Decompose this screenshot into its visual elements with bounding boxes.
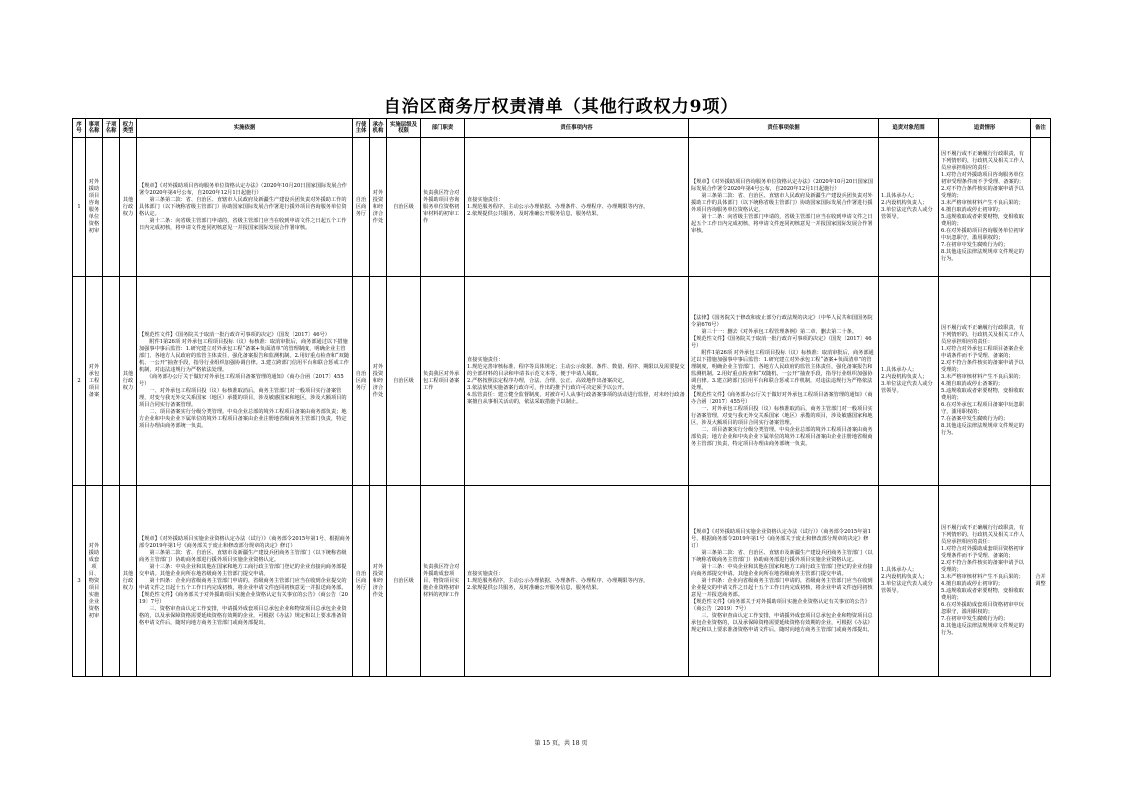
cell-org: 对外投资和经济合作处 [370, 138, 387, 277]
cell-situation: 因不履行或不正确履行行政职责，有下列情形的，行政机关及相关工作人员应承担相应的责任： 1.对符合对外援助项目咨询服务单位初审受理条件而不予受理、备案的； 2.对不符合条件核实的备案申请予以受理的； 3.未严格审核材料产生不良后果的； 4.擅自取消或停止初审的； 5.违规收取或者索要财物，变相收取费用的； 6.在对外援助项目咨询服务单位初审中玩忽职守，滥用职权的； 7.在初审中发生腐败行为的； 8.其他违反法律法规规章文件规定的行为。 [939, 138, 1031, 277]
cell-scope: 1.具体承办人； 2.内设机构负责人； 3.单位法定代表人或分管领导。 [879, 138, 939, 277]
cell-content: 直接实施责任： 1.规范服务程序，主动公示办理依据、办理条件、办理程序、办理期限等内容。 2.依规提供公共服务，及时准确公开服务信息，服务结果。 [465, 138, 689, 277]
cell-scope: 1.具体承办人； 2.内设机构负责人； 3.单位法定代表人或分管领导。 [879, 277, 939, 486]
header-type: 权力类型 [120, 119, 137, 138]
header-name: 事项名称 [86, 119, 103, 138]
cell-remark [1031, 277, 1051, 486]
cell-sub [103, 486, 120, 677]
cell-basis: 【规章】《对外援助项目咨询服务单位资格认定办法》（2020年10月20日国家国际发展合作署令2020年第4号公布，自2020年12月1日起施行） 第三条第二款：省、自治区、直辖市人民政府及新疆生产建设兵团负责对外援助工作的具体部门（以下统称省级主管部门）协助国家国际发展合作署进行援外项目咨询服务单位资格认定。 第十二条：向省级主管部门申请的，省级主管部门应当在收到申请文件之日起五个工作日内完成初核，将申请文件连同初核意见一并报国家国际发展合作署审核。 [137, 138, 353, 277]
cell-content: 直接实施责任： 1.规范服务程序，主动公示办理依据、办理条件、办理程序、办理期限等内容。 2.依规提供公共服务，及时准确公开服务信息，服务结果。 [465, 486, 689, 677]
cell-org: 对外投资和经济合作处 [370, 486, 387, 677]
cell-name: 对外援助成套项目、物资项目实施企业资格初审 [86, 486, 103, 677]
cell-no: 3 [73, 486, 86, 677]
cell-level: 自治区级 [387, 486, 421, 677]
table-row [73, 486, 1051, 677]
header-subject: 行使主体 [353, 119, 370, 138]
cell-dept-duty: 负责我区符合对外援助成套项目、物资项目实施企业资格初审材料的初审工作 [421, 486, 465, 677]
cell-no: 1 [73, 138, 86, 277]
header-basis: 实施依据 [137, 119, 353, 138]
cell-content: 直接实施责任： 1.规范完善审核标准、程序等具体规定；主动公示依据、条件、数量、程序、期限以及需要提交的全部材料的目录和申请书示范文本等，便于申请人阅取。 2.严格按照法定程序办理，合法、合理、公正、高效地作出备案决定。 3.依法依规实施备案行政许可，作出的推予行政许可决定须予以公开。 4.监管责任：建立健全监督制度，对被许可人从事行政备案事项的活动进行监督，对未经行政备案擅自从事相关活动的，依法采取措施予以制止。 [465, 277, 689, 486]
cell-situation: 因不履行或不正确履行行政职责，有下列情形的，行政机关及相关工作人员应承担相应的责任： 1.对符合对外承包工程项目备案企业申请条件而不予受理、备案的； 2.对不符合条件核实的备案申请予以受理的； 3.未严格审核材料产生不良后果的； 4.擅自取消或停止备案的； 5.违规收取或者索要财物，变相收取费用的； 6.在对外承包工程项目备案中玩忽职守，滥用职权的； 7.在备案中发生腐败行为的； 8.其他违反法律法规规章文件规定的行为。 [939, 277, 1031, 486]
cell-name: 对外承包工程项目备案 [86, 277, 103, 486]
cell-org: 对外投资和经济合作处 [370, 277, 387, 486]
header-level: 实施层级及权限 [387, 119, 421, 138]
header-dept-duty: 部门职责 [421, 119, 465, 138]
cell-resp-basis: 【规章】《对外援助项目实施企业资格认定办法（试行）》（商务部令2015年第1号，根据商务部令2019年第1号《商务部关于废止和修改部分规章的决定》修订） 第三条第二款：省、自治区、直辖市及新疆生产建设兵团商务主管部门（以下统称省级商务主管部门）协助商务部进行援外项目实施企业资格认定。 第十三条：中央企业和其他在国家和地方工商行政主管部门登记的企业直接向商务部提交申请。其他企业向所在地省级商务主管部门提交申请。 第十四条：企业向省级商务主管部门申请的，省级商务主管部门应当在收到企业提交的申请文件之日起十五个工作日内完成初核，将企业申请文件连同初核意见一并报送商务部。 【规范性文件】《商务部关于对外援助项目实施企业资格认定有关事宜的公告》（商公告〔2019〕7号） 三、资格审查由认定工作安排，申请援外成套项目总承包企业和物资项目总承包企业资格的，以及承保障资格需要延续资格有效期的企业，可根据《办法》规定和以上要求准备资格申请文件后，随时向地方商务主管部门或商务部提出。 [689, 486, 879, 677]
cell-type: 其他行政权力 [120, 138, 137, 277]
page-footer: 第 15 页，共 18 页 [534, 740, 588, 747]
cell-basis: 【规章】《对外援助项目实施企业资格认定办法（试行）》（商务部令2015年第1号，根据商务部令2019年第1号《商务部关于废止和修改部分规章的决定》修订） 第三条第二款：省、自治区、直辖市及新疆生产建设兵团商务主管部门（以下统称省级商务主管部门）协助商务部进行援外项目实施企业资格认定。 第十三条：中央企业和其他在国家和地方工商行政主管部门登记的企业直接向商务部提交申请。其他企业向所在地省级商务主管部门提交申请。 第十四条：企业向省级商务主管部门申请的，省级商务主管部门应当在收到企业提交的申请文件之日起十五个工作日内完成初核，将企业申请文件连同初核意见一并报送商务部。 【规范性文件】《商务部关于对外援助项目实施企业资格认定有关事宜的公告》（商公告〔2019〕7号） 三、资格审查由认定工作安排，申请援外成套项目总承包企业和物资项目总承包企业资格的，以及承保障资格需要延续资格有效期的企业，可根据《办法》规定和以上要求准备资格申请文件后，随时向地方商务主管部门或商务部提出。 [137, 486, 353, 677]
cell-basis: 【规范性文件】《国务院关于取消一批行政许可事项的决定》（国发〔2017〕46号） 附件1第26项 对外承包工程项目投标（议）标核准：取消审批后，商务部通过以下措施加强事中事后监管：1.研究建立对外承包工程“备案+负面清单”的管理制度，明确企业主管部门、各地方人民政府的监管主体责任，强化备案报告和监测机制。2.用好重点检查和“双随机、一公开”抽查手段，指导行业组织加强协调自律。3.建立跨部门信用平台和联合惩戒工作机制，对违法违规行为严格依法处理。 《商务部办公厅关于做好对外承包工程项目备案管理的通知》（商办合函〔2017〕455号） 一、对外承包工程项目投（议）标核准取消后，商务主管部门对一般项目实行备案管理，对变与我无外交关系国家（地区）承揽的项目，涉及敏感国家和地区，涉及大额项目的项目合同实行备案管理。 二、项目备案实行分级分类管理。中央企业总部的境外工程项目备案由商务部负责；地方企业和中央企业下属单位的境外工程项目备案由企业注册地省级商务主管部门负责，特定项目办理由商务部统一负责。 [137, 277, 353, 486]
cell-resp-basis: 【法律】《国务院关于修改和废止部分行政法规的决定》（中华人民共和国国务院令第676号） 第三十一：删去《对外承包工程管理条例》第二章、删去第二十条。 【规范性文件】《国务院关于取消一批行政许可事项的决定》（国发〔2017〕46号） 附件1第26项 对外承包工程项目投标（议）标核准：取消审批后，商务部通过以下措施加强事中事后监管：1.研究建立对外承包工程“备案+负面清单”的管理制度，明确企业主管部门、各地方人民政府的监管主体责任，强化备案报告和监测机制。2.用好重点检查和“双随机、一公开”抽查手段，指导行业组织加强协调自律。3.建立跨部门信用平台和联合惩戒工作机制，对违法违规行为严格依法处理。 【规范性文件】《商务部办公厅关于做好对外承包工程项目备案管理的通知》（商办合函〔2017〕455号） 一、对外承包工程项目投（议）标核准取消后，商务主管部门对一般项目实行备案管理，对变与我无外交关系国家（地区）承揽的项目，涉及敏感国家和地区，涉及大额项目的项目合同实行备案管理。 二、项目备案实行分级分类管理。中央企业总部的境外工程项目备案由商务部负责；地方企业和中央企业下属单位的境外工程项目备案由企业注册地省级商务主管部门负责，特定项目办理由商务部统一负责。 [689, 277, 879, 486]
table-header-row [73, 119, 1051, 138]
header-remark: 备注 [1031, 119, 1051, 138]
cell-level: 自治区级 [387, 277, 421, 486]
cell-level: 自治区级 [387, 138, 421, 277]
cell-subject: 自治区商务厅 [353, 277, 370, 486]
page-title: 自治区商务厅权责清单（其他行政权力9项） [383, 97, 739, 117]
cell-name: 对外援助项目咨询服务单位资格初审 [86, 138, 103, 277]
cell-type: 其他行政权力 [120, 277, 137, 486]
header-content: 责任事项内容 [465, 119, 689, 138]
header-scope: 追责对象范围 [879, 119, 939, 138]
cell-subject: 自治区商务厅 [353, 486, 370, 677]
cell-sub [103, 277, 120, 486]
cell-type: 其他行政权力 [120, 486, 137, 677]
header-no: 序号 [73, 119, 86, 138]
cell-no: 2 [73, 277, 86, 486]
header-resp-basis: 责任事项依据 [689, 119, 879, 138]
cell-resp-basis: 【规章】《对外援助项目咨询服务单位资格认定办法》（2020年10月20日国家国际发展合作署令2020年第4号公布，自2020年12月1日起施行） 第三条第二款：省、自治区、直辖市人民政府及新疆生产建设兵团负责对外援助工作的具体部门（以下统称省级主管部门）协助国家国际发展合作署进行援外项目咨询服务单位资格认定。 第十二条：向省级主管部门申请的，省级主管部门应当在收到申请文件之日起五个工作日内完成初核，将申请文件连同初核意见一并报国家国际发展合作署审核。 [689, 138, 879, 277]
cell-dept-duty: 负责我区对外承包工程项目备案工作 [421, 277, 465, 486]
header-sub: 子项名称 [103, 119, 120, 138]
power-list-table [72, 118, 1051, 677]
cell-remark [1031, 138, 1051, 277]
cell-remark: 合并调整 [1031, 486, 1051, 677]
cell-dept-duty: 负责我区符合对外援助项目咨询服务单位资格初审材料的初审工作 [421, 138, 465, 277]
table-row [73, 277, 1051, 486]
cell-subject: 自治区商务厅 [353, 138, 370, 277]
table-row [73, 138, 1051, 277]
header-org: 承办机构 [370, 119, 387, 138]
header-situation: 追责情形 [939, 119, 1031, 138]
cell-scope: 1.具体承办人； 2.内设机构负责人； 3.单位法定代表人或分管领导。 [879, 486, 939, 677]
cell-situation: 因不履行或不正确履行行政职责，有下列情形的，行政机关及相关工作人员应承担相应的责任： 1.对符合对外援助成套项目资格初审受理条件而不予受理、备案的； 2.对不符合条件核实的备案申请予以受理的； 3.未严格审核材料产生不良后果的； 4.擅自取消或停止初审的； 5.违规收取或者索要财物，变相收取费用的； 6.在对外援助成套项目资格初审中玩忽职守，滥用职权的； 7.在初审中发生腐败行为的； 8.其他违反法律法规规章文件规定的行为。 [939, 486, 1031, 677]
cell-sub [103, 138, 120, 277]
